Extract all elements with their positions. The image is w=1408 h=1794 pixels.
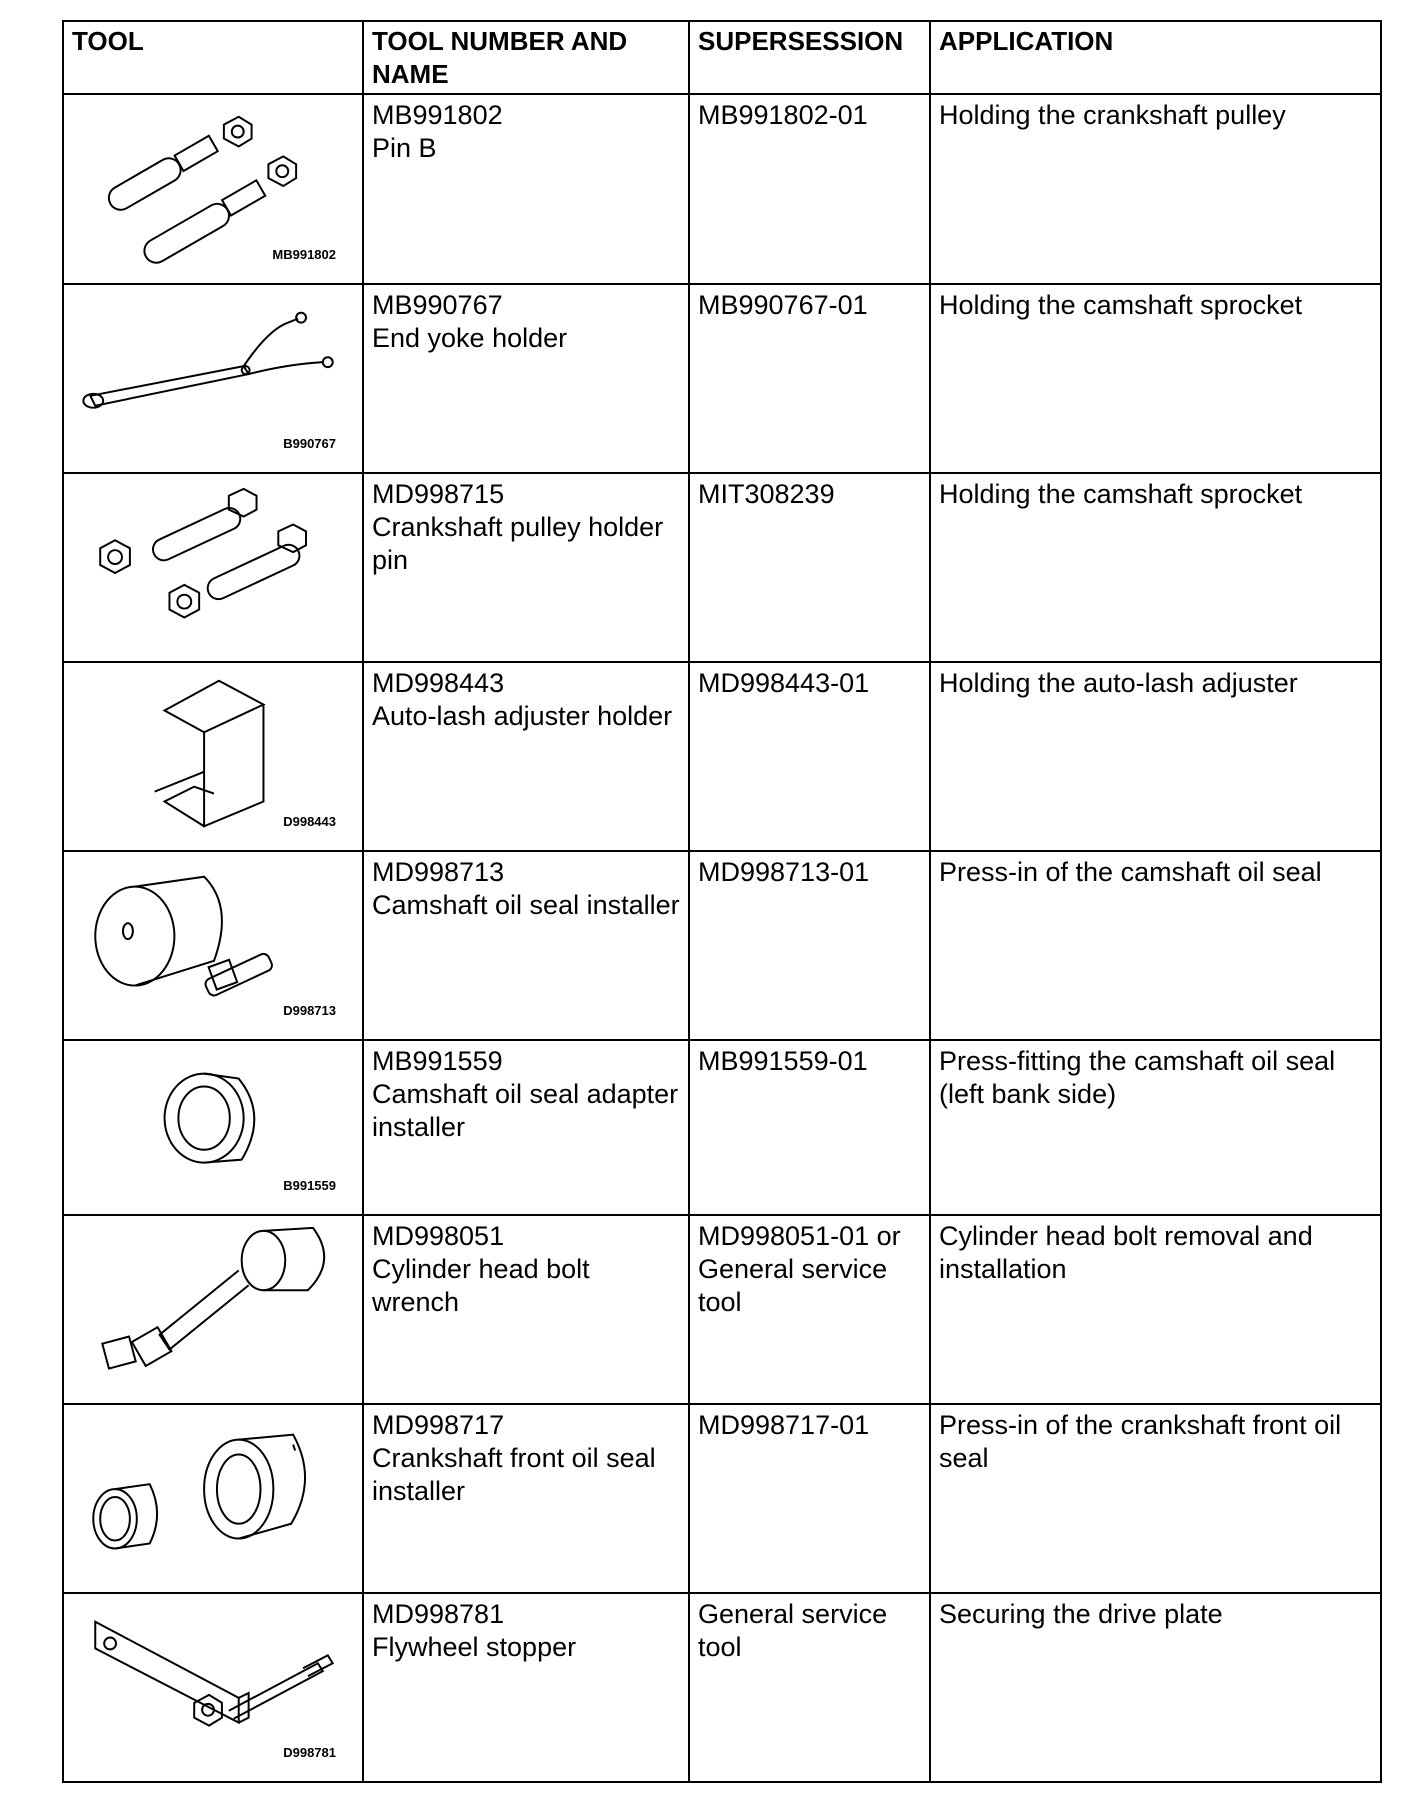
table-row [63,473,1381,662]
tool-name: Pin B [372,133,437,163]
tool-image-cell [63,662,363,851]
supersession-cell: MB991802-01 [689,94,930,284]
header-tool: TOOL [63,21,363,94]
tool-number: MD998717 [372,1410,505,1440]
tool-name: Crankshaft pulley holder pin [372,512,671,575]
supersession-cell: MD998051-01 or General service tool [689,1215,930,1404]
tool-number: MD998051 [372,1221,505,1251]
tool-number-name-cell [363,94,689,284]
application-cell: Press-in of the crankshaft front oil seal [930,1404,1381,1593]
tool-image-code: B990767 [283,436,336,451]
tool-image-cell [63,1404,363,1593]
table-row [63,1404,1381,1593]
tool-image-code: D998443 [283,814,336,829]
application-cell: Securing the drive plate [930,1593,1381,1782]
header-tool-number-and-name: TOOL NUMBER AND NAME [363,21,689,94]
supersession-cell: MIT308239 [689,473,930,662]
crankshaft-front-oil-seal-installer-icon [64,1405,362,1592]
tool-number: MD998443 [372,668,505,698]
tool-image-code: D998713 [283,1003,336,1018]
application-cell: Holding the crankshaft pulley [930,94,1381,284]
tool-name: Flywheel stopper [372,1632,577,1662]
table-row [63,1215,1381,1404]
tool-number-name-cell [363,1040,689,1215]
tool-number: MD998715 [372,479,505,509]
header-application: APPLICATION [930,21,1381,94]
application-cell: Press-in of the camshaft oil seal [930,851,1381,1040]
tool-name: Crankshaft front oil seal installer [372,1443,664,1506]
application-cell: Cylinder head bolt removal and installation [930,1215,1381,1404]
application-cell: Holding the auto-lash adjuster [930,662,1381,851]
tool-image-cell [63,1215,363,1404]
tool-image-cell [63,1593,363,1782]
tool-name: Auto-lash adjuster holder [372,701,673,731]
cylinder-head-bolt-wrench-icon [64,1216,362,1403]
tool-name: Cylinder head bolt wrench [372,1254,598,1317]
tool-number: MD998713 [372,857,505,887]
supersession-cell: MB991559-01 [689,1040,930,1215]
table-row [63,662,1381,851]
tool-number: MB991559 [372,1046,503,1076]
table-row [63,284,1381,473]
supersession-cell: MB990767-01 [689,284,930,473]
supersession-cell: MD998713-01 [689,851,930,1040]
table-row [63,1040,1381,1215]
header-supersession: SUPERSESSION [689,21,930,94]
tool-image-code: B991559 [283,1178,336,1193]
application-cell: Holding the camshaft sprocket [930,473,1381,662]
special-tools-table [62,20,1382,1783]
tool-name: Camshaft oil seal installer [372,890,680,920]
table-row [63,1593,1381,1782]
tool-number: MB990767 [372,290,503,320]
table-header-row [63,21,1381,94]
application-cell: Holding the camshaft sprocket [930,284,1381,473]
tool-image-cell [63,851,363,1040]
tool-number: MD998781 [372,1599,505,1629]
tool-image-cell [63,94,363,284]
supersession-cell: MD998717-01 [689,1404,930,1593]
tool-number-name-cell [363,473,689,662]
tool-name: Camshaft oil seal adapter installer [372,1079,686,1142]
tool-number-name-cell [363,284,689,473]
supersession-cell: General service tool [689,1593,930,1782]
tool-name: End yoke holder [372,323,568,353]
tool-number-name-cell [363,662,689,851]
supersession-cell: MD998443-01 [689,662,930,851]
table-row [63,94,1381,284]
tool-image-code: D998781 [283,1745,336,1760]
crankshaft-pulley-holder-pin-icon [64,474,362,661]
tool-number: MB991802 [372,100,503,130]
tool-number-name-cell [363,1215,689,1404]
application-cell: Press-fitting the camshaft oil seal (left bank side) [930,1040,1381,1215]
tool-image-cell [63,473,363,662]
tool-image-code: MB991802 [272,247,336,262]
tool-number-name-cell [363,851,689,1040]
table-row [63,851,1381,1040]
tool-image-cell [63,1040,363,1215]
tool-image-cell [63,284,363,473]
tool-number-name-cell [363,1404,689,1593]
tool-number-name-cell [363,1593,689,1782]
